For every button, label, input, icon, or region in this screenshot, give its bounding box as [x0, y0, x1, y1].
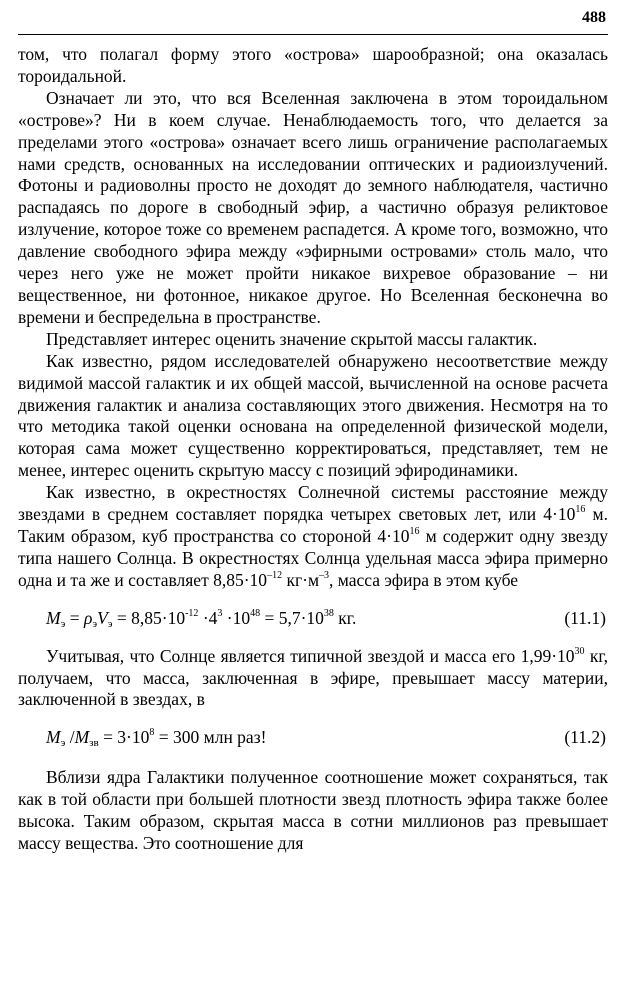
text-run: кг, получаем, что масса, заключенная в эфире, превышает массу материи, заключенной в звездах, в [18, 645, 608, 710]
exponent: 48 [250, 607, 261, 619]
symbol-rho: ρ [83, 607, 93, 628]
equation-number: (11.2) [564, 727, 606, 748]
symbol-m: M [46, 607, 61, 628]
text-run: м содержит одну звезду типа нашего Солнца. В окрестностях Солнца удельная масса эфира примерно одна и та же и составляет 8,85·10 [18, 525, 608, 590]
paragraph: Вблизи ядра Галактики полученное соотношение может сохраняться, так как в той области при большей плотности звезд плотность эфира также более высока. Таким образом, скрытая масса в сотни миллионов раз превышает массу вещества. Это соотношение для [18, 767, 608, 854]
exponent: 16 [409, 525, 420, 537]
paragraph: Означает ли это, что вся Вселенная заключена в этом тороидальном «острове»? Ни в коем случае. Ненаблюдаемость того, что делается за пределами этого «острова» означает всего лишь ограничение располагаемых нами средств, основанных на исследовании оптических и радиоизлучений. Фотоны и радиоволны просто не доходят до земного наблюдателя, частично распадаясь по дороге в свободный эфир, а частично образуя реликтовое излучение, которое тоже со временем распадется. А кроме того, возможно, что давление свободного эфира между «эфирными островами» столь мало, что через него уже не может пройти никакое вихревое образование – ни вещественное, ни фотонное, никакое другое. Но Вселенная бесконечна во времени и беспредельна в пространстве. [18, 87, 608, 327]
page-number: 488 [582, 9, 606, 26]
paragraph: Представляет интерес оценить значение скрытой массы галактик. [46, 328, 538, 349]
exponent: 30 [574, 645, 585, 657]
equation-11-1 [18, 607, 608, 629]
exponent: -12 [185, 607, 199, 619]
text-run: кг·м [282, 569, 320, 590]
symbol-v: V [97, 607, 108, 628]
paragraph: Как известно, рядом исследователей обнаружено несоответствие между видимой массой галактик и их общей массой, вычисленной на основе расчета движения галактик и анализа составляющих этого движения. Несмотря на то что методика такой оценки основана на определенной физической модели, которая сама может существенно корректироваться, представляет, тем не менее, интерес оценить скрытую массу с позиций эфиродинамики. [18, 350, 608, 481]
paragraph [18, 646, 608, 712]
text-run: , масса эфира в этом кубе [329, 569, 519, 590]
text-run: ·4 [198, 607, 218, 628]
subscript: э [60, 617, 66, 630]
exponent: 8 [149, 727, 155, 739]
equation-number: (11.1) [564, 607, 606, 628]
equation-expression [46, 607, 356, 629]
page-header [18, 0, 608, 35]
equation-expression [46, 726, 266, 748]
text-run: = 5,7·10 [260, 607, 324, 628]
unit: кг. [333, 607, 357, 628]
text-run: ·10 [222, 607, 251, 628]
symbol-m: M [74, 727, 90, 748]
equals: = [65, 607, 84, 628]
text-run: Учитывая, что Солнце является типичной звездой и масса его 1,99·10 [46, 645, 575, 666]
subscript: зв [89, 737, 99, 750]
subscript: э [107, 617, 113, 630]
paragraph [18, 482, 608, 592]
exponent: –3 [319, 569, 330, 581]
exponent: –12 [267, 569, 283, 581]
exponent: 16 [575, 504, 586, 516]
exponent: 38 [323, 607, 334, 619]
text-run: Как известно, в окрестностях Солнечной системы расстояние между звездами в среднем составляет порядка четырех световых лет, или 4·10 [18, 482, 608, 525]
symbol-m: M [46, 727, 61, 748]
equation-11-2 [18, 726, 608, 748]
text-run: = 300 млн раз! [154, 727, 267, 748]
page-body [18, 44, 608, 855]
paragraph: том, что полагал форму этого «острова» шарообразной; она оказалась тороидальной. [18, 44, 608, 86]
text-run: = 8,85·10 [112, 607, 186, 628]
exponent: 3 [217, 607, 223, 619]
text-run: = 3·10 [98, 727, 150, 748]
slash: / [65, 727, 75, 748]
subscript: э [92, 617, 98, 630]
text-run: м. Таким образом, куб пространства со стороной 4·10 [18, 504, 608, 546]
subscript: э [60, 737, 66, 750]
